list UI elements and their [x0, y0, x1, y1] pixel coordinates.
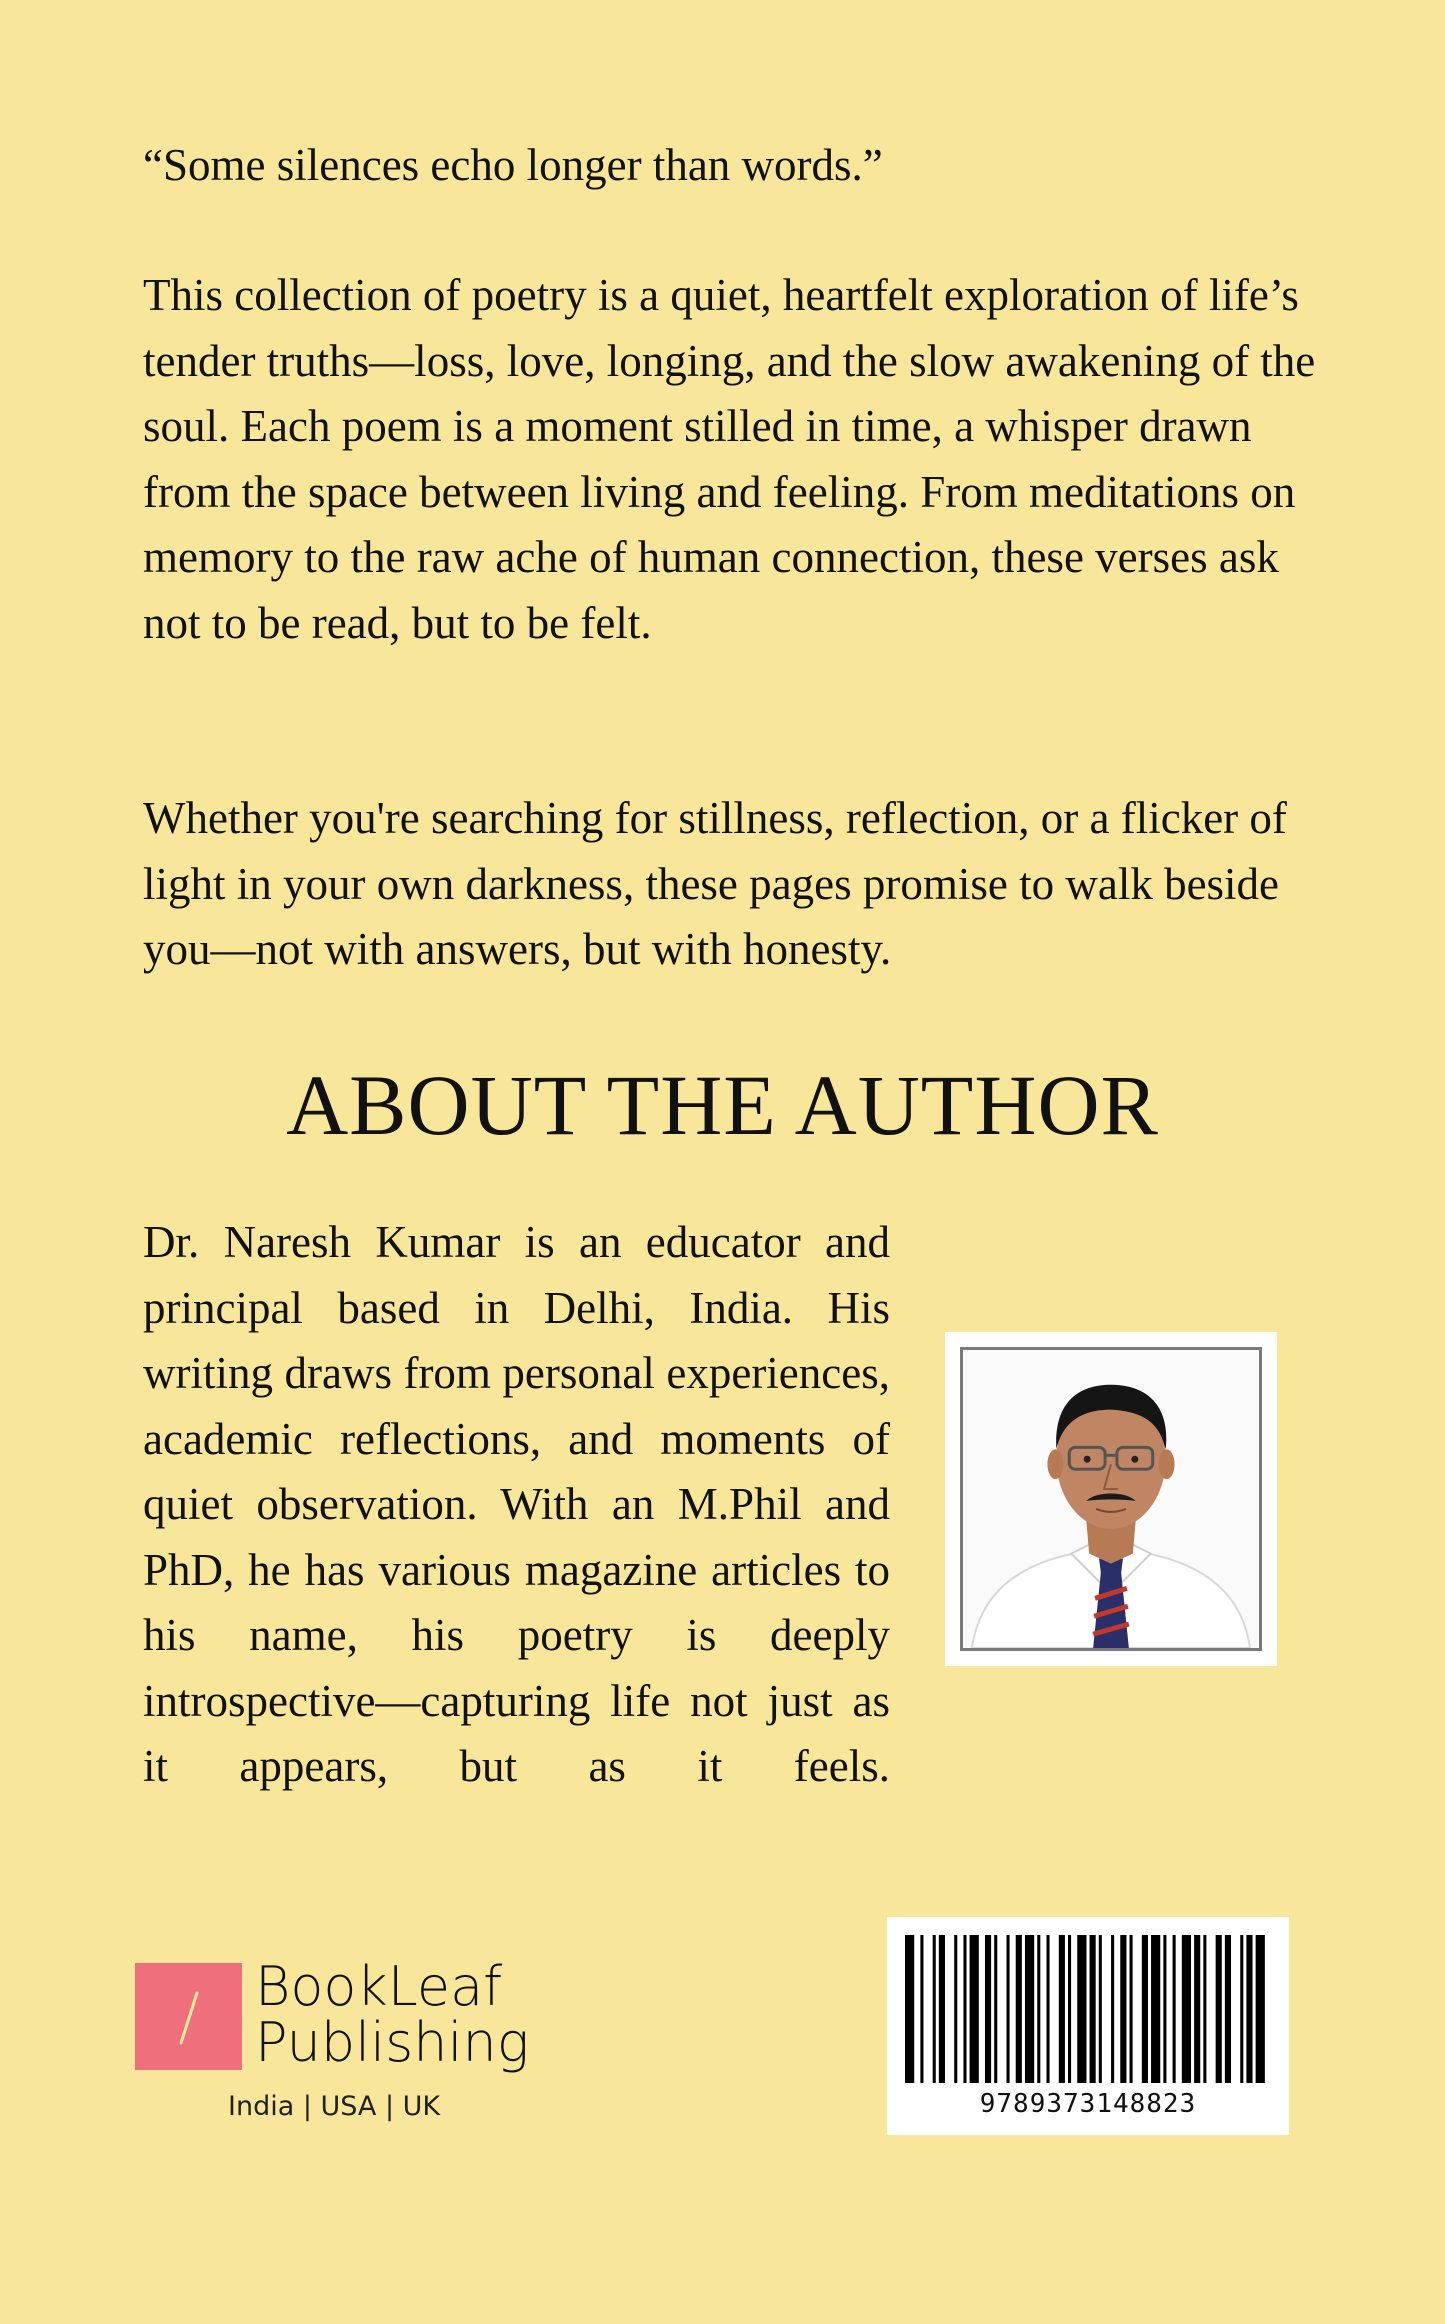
leaf-slash-icon — [135, 1963, 242, 2070]
description-paragraph-2: Whether you're searching for stillness, reflection, or a flicker of light in your own darkness, these pages promise to walk beside you—not with answers, but with honesty. — [143, 793, 1287, 974]
author-portrait-icon — [963, 1350, 1259, 1648]
publisher-locations: India | USA | UK — [228, 2091, 441, 2122]
publisher-name-line-2: Publishing — [255, 2011, 530, 2074]
author-photo — [945, 1332, 1277, 1666]
description-paragraph-1: This collection of poetry is a quiet, heartfelt exploration of life’s tender truths—loss, love, longing, and the slow awakening of the soul. Each poem is a moment stilled in time, a whisper drawn from the space between living and feeling. From meditations on memory to the raw ache of human connection, these verses ask not to be read, but to be felt. — [143, 270, 1316, 648]
isbn-barcode — [887, 1917, 1289, 2135]
tagline-quote: “Some silences echo longer than words.” — [143, 140, 883, 190]
barcode-icon — [905, 1935, 1271, 2083]
author-bio: Dr. Naresh Kumar is an educator and principal based in Delhi, India. His writing draws from personal experiences, academic reflections, and moments of quiet observation. With an M.Phil and PhD, he has various magazine articles to his name, his poetry is deeply introspective—capturing life not just as it appears, but as it feels. — [143, 1217, 890, 1791]
isbn-number: 9789373148823 — [979, 2089, 1197, 2119]
about-author-heading: ABOUT THE AUTHOR — [286, 1057, 1159, 1153]
publisher-name-line-1: BookLeaf — [255, 1955, 503, 2018]
publisher-name — [255, 1955, 530, 2074]
